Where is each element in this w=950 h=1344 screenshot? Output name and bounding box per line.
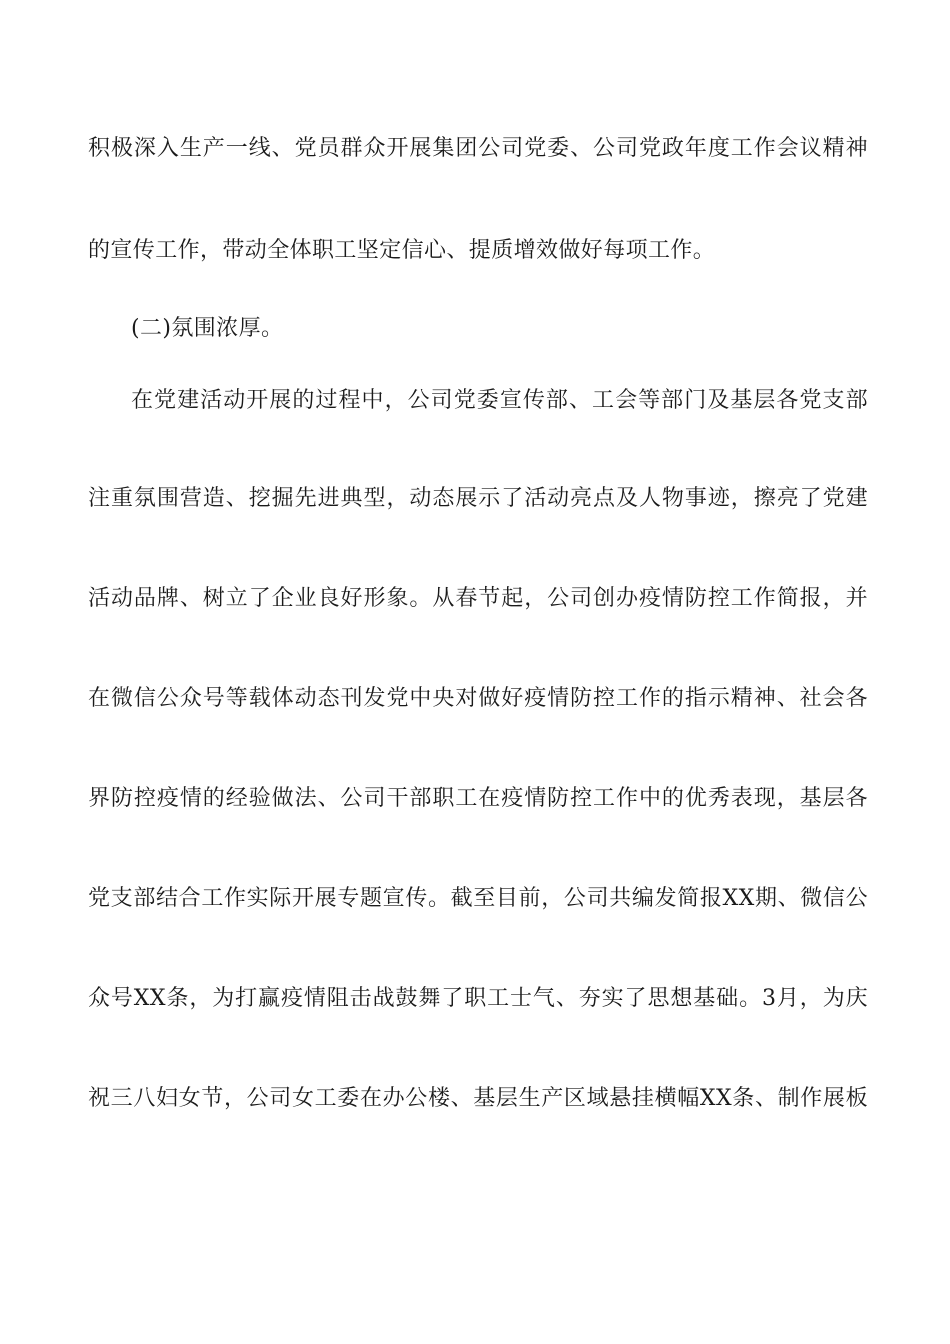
paragraph-line: 在党建活动开展的过程中，公司党委宣传部、工会等部门及基层各党支部 xyxy=(131,388,868,413)
paragraph-line: 的宣传工作，带动全体职工坚定信心、提质增效做好每项工作。 xyxy=(88,238,716,263)
paragraph-line: 祝三八妇女节，公司女工委在办公楼、基层生产区域悬挂横幅XX条、制作展板 xyxy=(88,1086,868,1111)
paragraph-line: 众号XX条，为打赢疫情阻击战鼓舞了职工士气、夯实了思想基础。3月，为庆 xyxy=(88,986,868,1011)
paragraph-line: 活动品牌、树立了企业良好形象。从春节起，公司创办疫情防控工作简报，并 xyxy=(88,586,868,611)
paragraph-line: 在微信公众号等载体动态刊发党中央对做好疫情防控工作的指示精神、社会各 xyxy=(88,686,868,711)
section-heading: (二)氛围浓厚。 xyxy=(131,316,284,341)
paragraph-line: 注重氛围营造、挖掘先进典型，动态展示了活动亮点及人物事迹，擦亮了党建 xyxy=(88,486,868,511)
paragraph-line: 积极深入生产一线、党员群众开展集团公司党委、公司党政年度工作会议精神 xyxy=(88,136,868,161)
paragraph-line: 党支部结合工作实际开展专题宣传。截至目前，公司共编发简报XX期、微信公 xyxy=(88,886,868,911)
paragraph-line: 界防控疫情的经验做法、公司干部职工在疫情防控工作中的优秀表现，基层各 xyxy=(88,786,868,811)
